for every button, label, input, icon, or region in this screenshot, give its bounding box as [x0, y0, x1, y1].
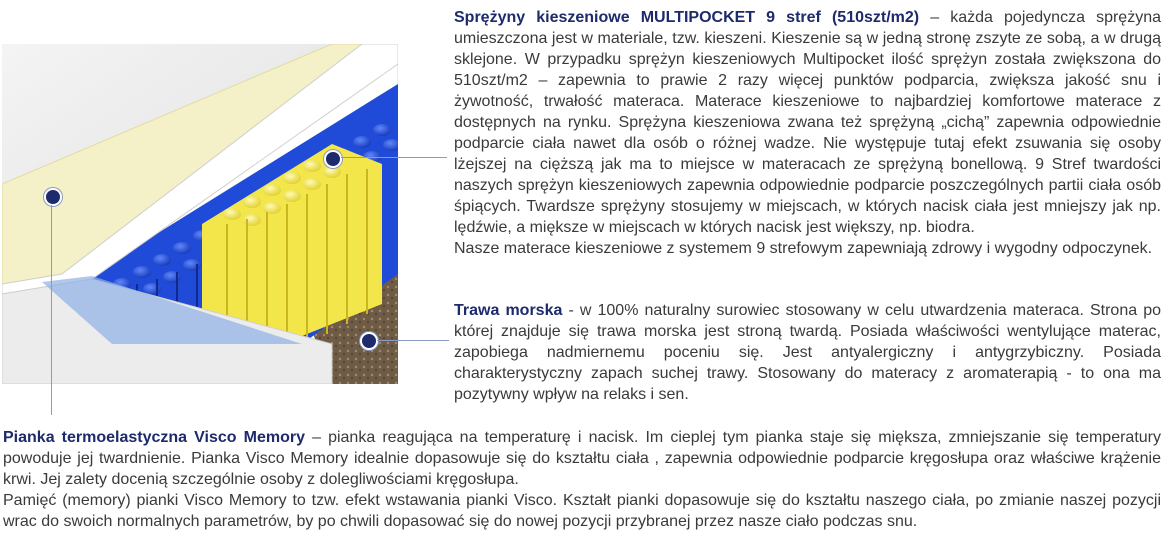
seagrass-heading: Trawa morska [454, 302, 563, 319]
seagrass-marker-icon [360, 332, 378, 350]
visco-body: – pianka reagująca na temperaturę i nacisk. Im cieplej tym pianka staje się miększa, zmniejszanie się temperatury powoduje jej twardnienie. Pianka Visco Memory idealnie dopasowuje się do kształtu ciała , zapewnia odpowiednie podparcie kręgosłupa oraz właściwe krążenie krwi. Jej zalety docenią szczególnie osoby z dolegliwościami kręgosłupa. [3, 429, 1161, 488]
seagrass-leader-line [377, 340, 449, 341]
springs-marker-icon [324, 150, 342, 168]
visco-marker-icon [44, 188, 62, 206]
visco-description [3, 427, 1161, 490]
springs-closing: Nasze materace kieszeniowe z systemem 9 strefowym zapewniają zdrowy i wygodny odpoczynek. [454, 240, 1153, 257]
springs-description [454, 7, 1161, 259]
seagrass-body: - w 100% naturalny surowiec stosowany w celu utwardzenia materaca. Strona po której znajduje się trawa morska jest stroną twardą. Posiada właściwości wentylujące materac, zapobiega nadmiernemu poceniu się. Jest antyalergiczny i antygrzybiczny. Posiada charakterystyczny zapach suchej trawy. Stosowany do materacy z aromaterapią - to ona ma pozytywny wpływ na relaks i sen. [454, 302, 1162, 403]
visco-leader-line [51, 205, 52, 415]
seagrass-description [454, 300, 1161, 405]
springs-heading: Sprężyny kieszeniowe MULTIPOCKET 9 stref (510szt/m2) [454, 9, 920, 26]
mattress-cross-section-image [2, 44, 398, 384]
visco-memory-description: Pamięć (memory) pianki Visco Memory to tzw. efekt wstawania pianki Visco. Kształt pianki dopasowuje się do kształtu naszego ciała, po zmianie naszej pozycji wrac do swoich normalnych parametrów, by po chwili dopasować się do nowej pozycji przybranej przez nasze ciało podczas snu. [3, 492, 1161, 530]
mattress-illustration [2, 44, 398, 384]
springs-leader-line [341, 157, 447, 158]
springs-body: – każda pojedyncza sprężyna umieszczona jest w materiale, tzw. kieszeni. Kieszenie są w jedną stronę zszyte ze sobą, a w drugą sklejone. W przypadku sprężyn kieszeniowych Multipocket ilość sprężyn została zwiększona do 510szt/m2 – zapewnia to prawie 2 razy więcej punktów podparcia, zwiększa jakość snu i żywotność, trwałość materaca. Materace kieszeniowe to najbardziej komfortowe materace z dostępnych na rynku. Sprężyna kieszeniowa zwana też sprężyną „cichą” zapewnia odpowiednie podparcie ciała nawet dla osób o różnej wadze. Nie występuje tutaj efekt zsuwania się osoby lżejszej na cięższą jak ma to miejsce w materacach ze sprężyną bonellową. 9 Stref twardości naszych sprężyn kieszeniowych zapewnia odpowiednie podparcie poszczególnych partii ciała osób śpiących. Twardsze sprężyny stosujemy w miejscach, w których nacisk ciała jest mniejszy jak np. lędźwie, a miększe w miejscach w których nacisk jest większy, np. biodra. [454, 9, 1161, 236]
visco-heading: Pianka termoelastyczna Visco Memory [3, 429, 305, 446]
